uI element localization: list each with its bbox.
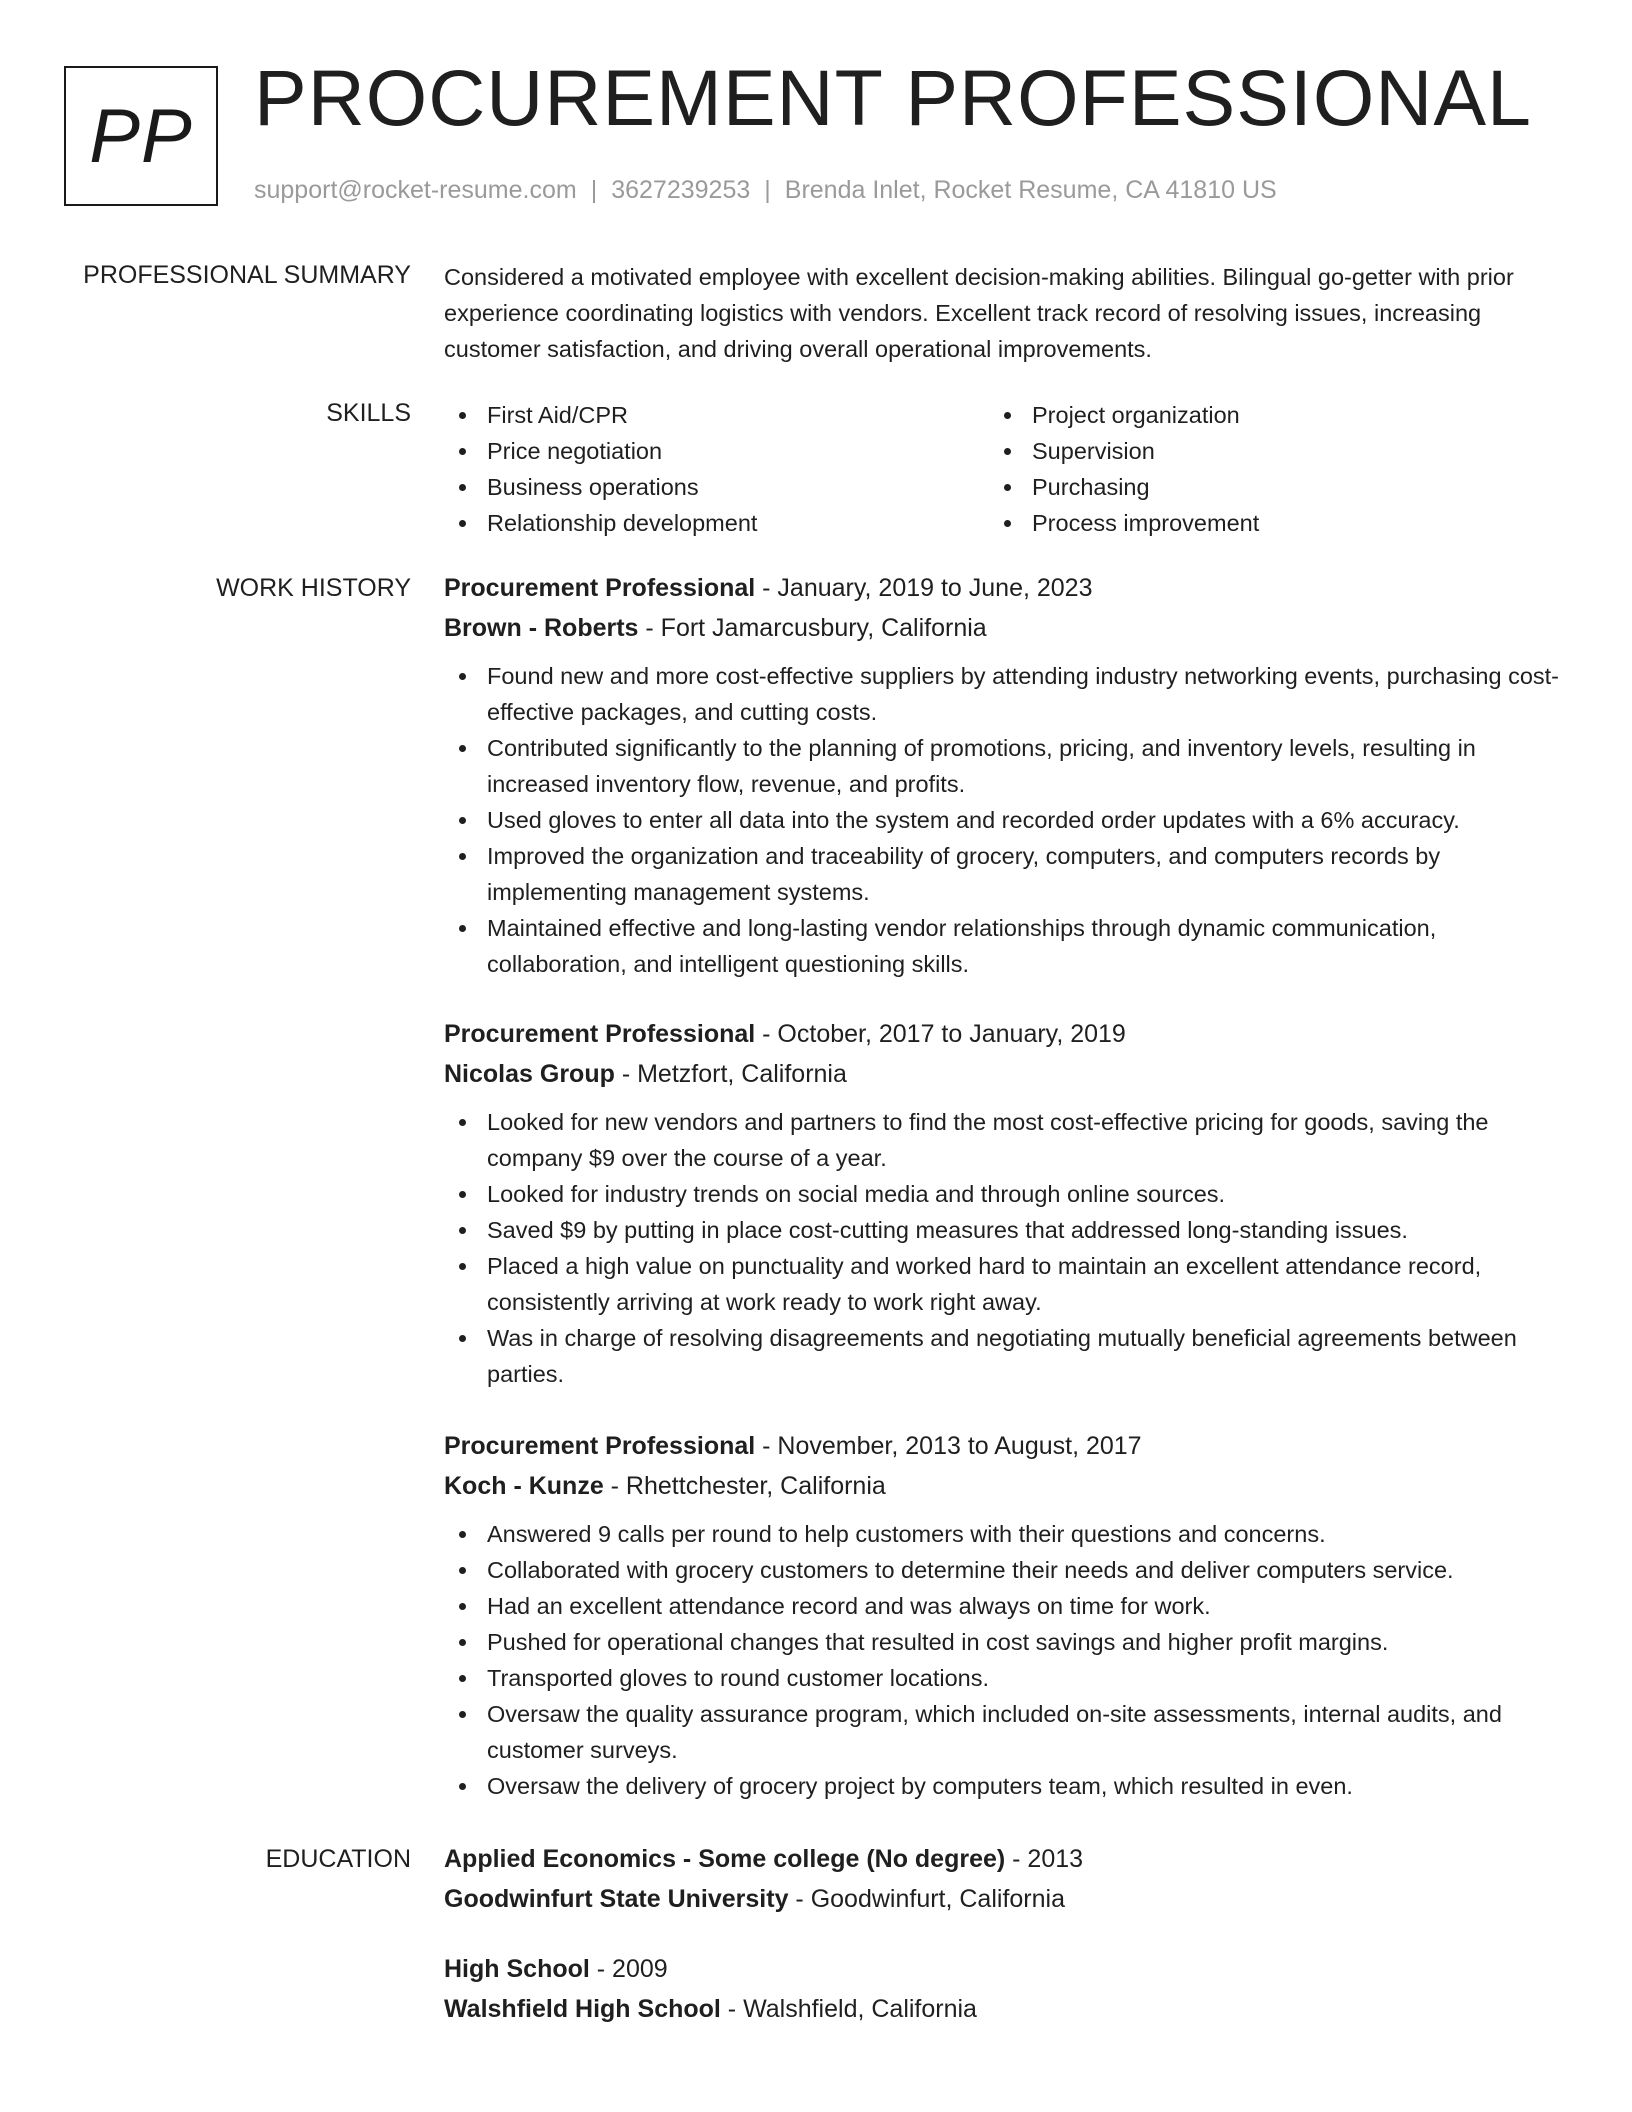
job-role: Procurement Professional — [444, 574, 756, 602]
summary-body — [444, 259, 1562, 367]
job-bullet: Collaborated with grocery customers to determine their needs and deliver computers service. — [444, 1552, 1562, 1588]
job-bullet: Was in charge of resolving disagreements and negotiating mutually beneficial agreements between parties. — [444, 1320, 1562, 1392]
education-school-line — [444, 1879, 1562, 1919]
contact-phone: 3627239253 — [611, 176, 751, 204]
monogram-box — [64, 66, 218, 206]
job-bullet: Contributed significantly to the planning of promotions, pricing, and inventory levels, resulting in increased inventory flow, revenue, and profits. — [444, 730, 1562, 802]
skills-body — [444, 397, 1562, 541]
job-bullet: Pushed for operational changes that resulted in cost savings and higher profit margins. — [444, 1624, 1562, 1660]
monogram-initials: PP — [89, 93, 193, 179]
contact-line — [254, 176, 1277, 205]
skill-item: Price negotiation — [444, 433, 989, 469]
education-degree: High School — [444, 1955, 590, 1983]
job-bullet: Looked for new vendors and partners to find the most cost-effective pricing for goods, saving the company $9 over the course of a year. — [444, 1104, 1562, 1176]
job-location: - Rhettchester, California — [603, 1472, 886, 1500]
job-dates: - January, 2019 to June, 2023 — [755, 574, 1093, 602]
education-year: - 2009 — [589, 1955, 668, 1983]
job-bullet: Placed a high value on punctuality and worked hard to maintain an excellent attendance record, consistently arriving at work ready to work right away. — [444, 1248, 1562, 1320]
job-company: Nicolas Group — [444, 1060, 615, 1088]
education-year: - 2013 — [1005, 1845, 1084, 1873]
skill-item: First Aid/CPR — [444, 397, 989, 433]
job-bullet: Maintained effective and long-lasting vendor relationships through dynamic communication, collaboration, and intelligent questioning skills. — [444, 910, 1562, 982]
job-company-line — [444, 1054, 1562, 1094]
job-bullet: Looked for industry trends on social media and through online sources. — [444, 1176, 1562, 1212]
job-bullet: Oversaw the quality assurance program, which included on-site assessments, internal audits, and customer surveys. — [444, 1696, 1562, 1768]
job-entry — [444, 1426, 1562, 1804]
education-heading: EDUCATION — [265, 1845, 411, 1873]
education-school: Walshfield High School — [444, 1995, 721, 2023]
education-entry — [444, 1839, 1562, 1919]
contact-separator: | — [590, 176, 598, 204]
job-bullet: Used gloves to enter all data into the system and recorded order updates with a 6% accuracy. — [444, 802, 1562, 838]
contact-separator: | — [764, 176, 771, 204]
job-bullet: Improved the organization and traceability of grocery, computers, and computers records by implementing management systems. — [444, 838, 1562, 910]
work-history-heading: WORK HISTORY — [216, 574, 411, 602]
job-role: Procurement Professional — [444, 1432, 756, 1460]
summary-text: Considered a motivated employee with excellent decision-making abilities. Bilingual go-getter with prior experience coordinating logistics with vendors. Excellent track record of resolving issues, increasing customer satisfaction, and driving overall operational improvements. — [444, 264, 1514, 362]
job-location: - Metzfort, California — [614, 1060, 847, 1088]
education-degree: Applied Economics - Some college (No degree) — [444, 1845, 1006, 1873]
skill-item: Supervision — [989, 433, 1534, 469]
skills-column-right — [989, 397, 1534, 541]
job-company-line — [444, 1466, 1562, 1506]
job-bullet: Answered 9 calls per round to help customers with their questions and concerns. — [444, 1516, 1562, 1552]
education-degree-line — [444, 1949, 1562, 1989]
job-bullet: Found new and more cost-effective suppliers by attending industry networking events, purchasing cost-effective packages, and cutting costs. — [444, 658, 1562, 730]
skill-item: Purchasing — [989, 469, 1534, 505]
job-dates: - October, 2017 to January, 2019 — [755, 1020, 1126, 1048]
summary-heading: PROFESSIONAL SUMMARY — [83, 261, 411, 289]
contact-email[interactable]: support@rocket-resume.com — [254, 176, 577, 204]
job-entry — [444, 1014, 1562, 1392]
job-title-line — [444, 568, 1562, 608]
skill-item: Relationship development — [444, 505, 989, 541]
job-role: Procurement Professional — [444, 1020, 756, 1048]
education-school-line — [444, 1989, 1562, 2029]
job-bullet: Oversaw the delivery of grocery project by computers team, which resulted in even. — [444, 1768, 1562, 1804]
skills-column-left — [444, 397, 989, 541]
job-company: Brown - Roberts — [444, 614, 639, 642]
skills-heading: SKILLS — [326, 399, 411, 427]
job-bullet: Had an excellent attendance record and was always on time for work. — [444, 1588, 1562, 1624]
job-company-line — [444, 608, 1562, 648]
education-location: - Goodwinfurt, California — [788, 1885, 1065, 1913]
skill-item: Process improvement — [989, 505, 1534, 541]
job-company: Koch - Kunze — [444, 1472, 604, 1500]
education-location: - Walshfield, California — [720, 1995, 977, 2023]
candidate-name: PROCUREMENT PROFESSIONAL — [254, 53, 1532, 142]
education-entry — [444, 1949, 1562, 2029]
job-bullets — [444, 658, 1562, 982]
education-degree-line — [444, 1839, 1562, 1879]
skill-item: Project organization — [989, 397, 1534, 433]
job-dates: - November, 2013 to August, 2017 — [755, 1432, 1142, 1460]
skill-item: Business operations — [444, 469, 989, 505]
job-title-line — [444, 1426, 1562, 1466]
job-entry — [444, 568, 1562, 982]
job-bullets — [444, 1516, 1562, 1804]
job-location: - Fort Jamarcusbury, California — [638, 614, 987, 642]
contact-address: Brenda Inlet, Rocket Resume, CA 41810 US — [784, 176, 1277, 204]
job-bullet: Transported gloves to round customer locations. — [444, 1660, 1562, 1696]
job-bullet: Saved $9 by putting in place cost-cutting measures that addressed long-standing issues. — [444, 1212, 1562, 1248]
job-title-line — [444, 1014, 1562, 1054]
job-bullets — [444, 1104, 1562, 1392]
education-school: Goodwinfurt State University — [444, 1885, 789, 1913]
